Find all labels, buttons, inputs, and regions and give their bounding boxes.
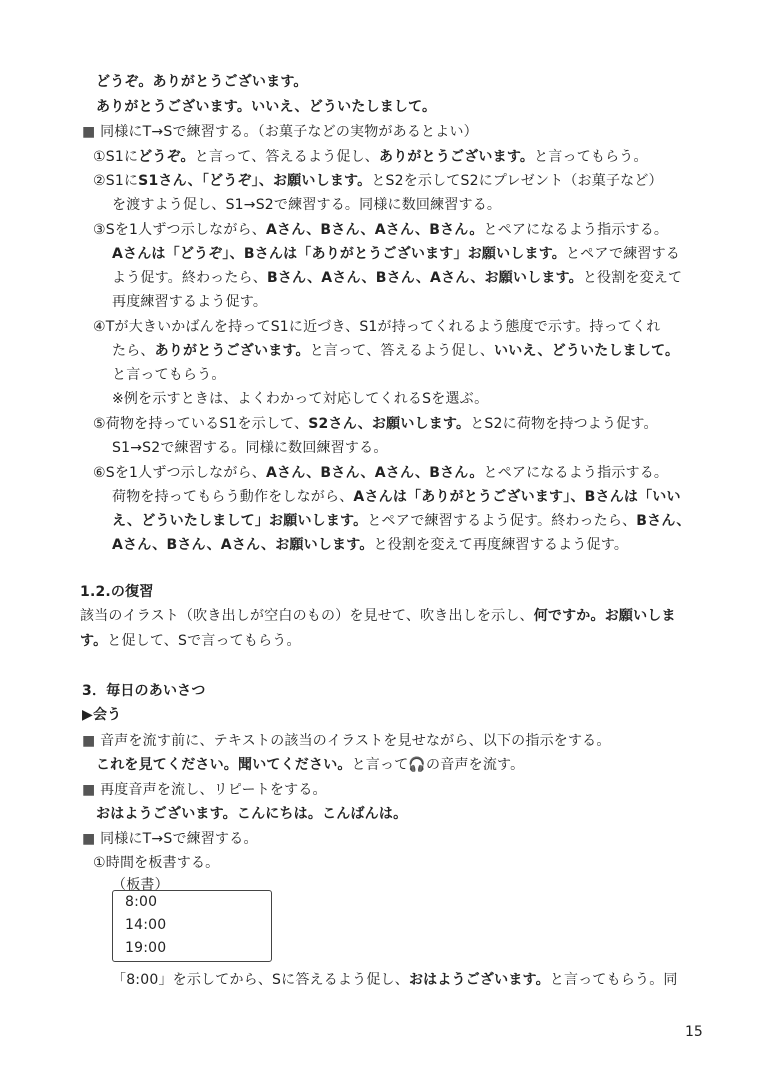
text-segment: を渡すよう促し、S1→S2で練習する。同様に数回練習する。 — [112, 197, 502, 213]
page-number: 15 — [685, 1024, 703, 1040]
text-segment: ④Tが大きいかばんを持ってS1に近づき、S1が持ってくれるよう態度で示す。持ってくれ — [93, 319, 661, 335]
text-segment: よう促す。終わったら、 — [112, 270, 267, 286]
text-segment: （板書） — [112, 877, 169, 893]
text-line — [112, 195, 501, 215]
text-segment: ⑥Sを1人ずつ示しながら、 — [93, 465, 266, 481]
text-line — [96, 804, 407, 824]
bold-text: Aさんは「どうぞ」、Bさんは「ありがとうございます」お願いします。 — [112, 246, 566, 262]
text-line — [93, 317, 660, 337]
bold-text: Aさんは「ありがとうございます」、Bさんは「いい — [353, 489, 681, 505]
text-line — [96, 755, 524, 775]
text-line — [112, 341, 679, 361]
text-line — [112, 511, 691, 531]
text-segment: ①時間を板書する。 — [93, 855, 220, 871]
text-line — [112, 970, 678, 990]
text-line — [112, 487, 681, 507]
board-time: 8:00 — [125, 894, 158, 910]
text-segment: ①S1に — [93, 149, 139, 165]
text-line — [93, 853, 219, 873]
bold-text: 3．毎日のあいさつ — [82, 683, 206, 699]
text-line — [112, 365, 226, 385]
board-time: 14:00 — [125, 917, 167, 933]
text-segment: 該当のイラスト（吹き出しが空白のもの）を見せて、吹き出しを示し、 — [80, 608, 534, 624]
text-segment: とペアになるよう指示する。 — [483, 465, 669, 481]
text-line — [82, 731, 611, 751]
text-segment: と言って、答えるよう促し、 — [194, 149, 380, 165]
text-segment: とペアで練習する — [565, 246, 681, 262]
text-segment: 音声を流す前に、テキストの該当のイラストを見せながら、以下の指示をする。 — [100, 733, 611, 749]
bold-text: おはようございます。 — [408, 972, 550, 988]
text-segment: S1→S2で練習する。同様に数回練習する。 — [112, 440, 388, 456]
square-bullet: ■ — [82, 733, 101, 749]
text-line — [112, 535, 628, 555]
text-segment: 「8:00」を示してから、Sに答えるよう促し、 — [112, 972, 409, 988]
text-segment: 再度練習するよう促す。 — [112, 294, 268, 310]
text-segment: と促して、Sで言ってもらう。 — [107, 633, 301, 649]
bold-text: ありがとうございます。 — [379, 149, 535, 165]
bold-text: ありがとうございます。 — [154, 343, 310, 359]
text-segment: とS2を示してS2にプレゼント（お菓子など） — [371, 173, 663, 189]
text-line — [82, 681, 206, 701]
bold-text: ▶会う — [82, 707, 122, 723]
bold-text: え、どういたしまして」お願いします。 — [112, 513, 368, 529]
text-segment: と言ってもらう。同 — [549, 972, 678, 988]
text-line — [112, 244, 680, 264]
bold-text: おはようございます。こんにちは。こんばんは。 — [96, 806, 408, 822]
text-line — [112, 389, 488, 409]
bold-text: 何ですか。お願いしま — [533, 608, 676, 624]
text-segment: とS2に荷物を持つよう促す。 — [470, 416, 658, 432]
text-line — [112, 292, 267, 312]
text-segment: とペアになるよう指示する。 — [483, 222, 669, 238]
text-line — [96, 72, 308, 92]
text-segment: と言って🎧の音声を流す。 — [351, 757, 525, 773]
bold-text: す。 — [80, 633, 108, 649]
text-line — [112, 268, 682, 288]
text-line — [96, 97, 436, 117]
text-segment: と役割を変えて再度練習するよう促す。 — [373, 537, 629, 553]
text-line — [80, 606, 676, 626]
bold-text: Bさん、Aさん、Bさん、Aさん、お願いします。 — [266, 270, 583, 286]
text-segment: と役割を変えて — [582, 270, 683, 286]
text-line — [112, 438, 388, 458]
square-bullet: ■ — [82, 782, 101, 798]
bold-text: Aさん、Bさん、Aさん、Bさん。 — [265, 465, 484, 481]
text-segment: 同様にT→Sで練習する。（お菓子などの実物があるとよい） — [100, 124, 478, 140]
bold-text: どうぞ。ありがとうございます。 — [96, 74, 308, 90]
board-time: 19:00 — [125, 940, 167, 956]
bold-text: Aさん、Bさん、Aさん、お願いします。 — [112, 537, 374, 553]
text-segment: ※例を示すときは、よくわかって対応してくれるSを選ぶ。 — [112, 391, 489, 407]
text-segment: ②S1に — [93, 173, 139, 189]
bold-text: S2さん、お願いします。 — [308, 416, 471, 432]
bold-text: これを見てください。聞いてください。 — [96, 757, 352, 773]
text-line — [80, 631, 301, 651]
text-line — [93, 171, 663, 191]
bold-text: Aさん、Bさん、Aさん、Bさん。 — [265, 222, 484, 238]
text-segment: と言ってもらう。 — [112, 367, 226, 383]
bold-text: どうぞ。 — [138, 149, 195, 165]
bold-text: 1.2.の復習 — [80, 584, 154, 600]
square-bullet: ■ — [82, 124, 101, 140]
text-line — [93, 147, 648, 167]
text-line — [82, 122, 478, 142]
bold-text: ありがとうございます。いいえ、どういたしまして。 — [96, 99, 437, 115]
text-segment: ③Sを1人ずつ示しながら、 — [93, 222, 266, 238]
text-segment: 荷物を持ってもらう動作をしながら、 — [112, 489, 354, 505]
text-line — [93, 414, 658, 434]
text-line — [93, 463, 668, 483]
text-line — [80, 582, 154, 602]
text-segment: 再度音声を流し、リピートをする。 — [100, 782, 327, 798]
text-segment: 同様にT→Sで練習する。 — [100, 831, 258, 847]
text-line — [82, 705, 121, 725]
text-segment: と言ってもらう。 — [534, 149, 648, 165]
text-segment: と言って、答えるよう促し、 — [309, 343, 495, 359]
text-line — [82, 780, 327, 800]
text-segment: とペアで練習するよう促す。終わったら、 — [367, 513, 637, 529]
bold-text: Bさん、 — [636, 513, 691, 529]
text-line — [93, 220, 668, 240]
square-bullet: ■ — [82, 831, 101, 847]
text-line — [82, 829, 258, 849]
blackboard-box — [112, 890, 272, 962]
text-segment: たら、 — [112, 343, 155, 359]
bold-text: S1さん、「どうぞ」、お願いします。 — [138, 173, 372, 189]
text-segment: ⑤荷物を持っているS1を示して、 — [93, 416, 309, 432]
bold-text: いいえ、どういたしまして。 — [494, 343, 680, 359]
